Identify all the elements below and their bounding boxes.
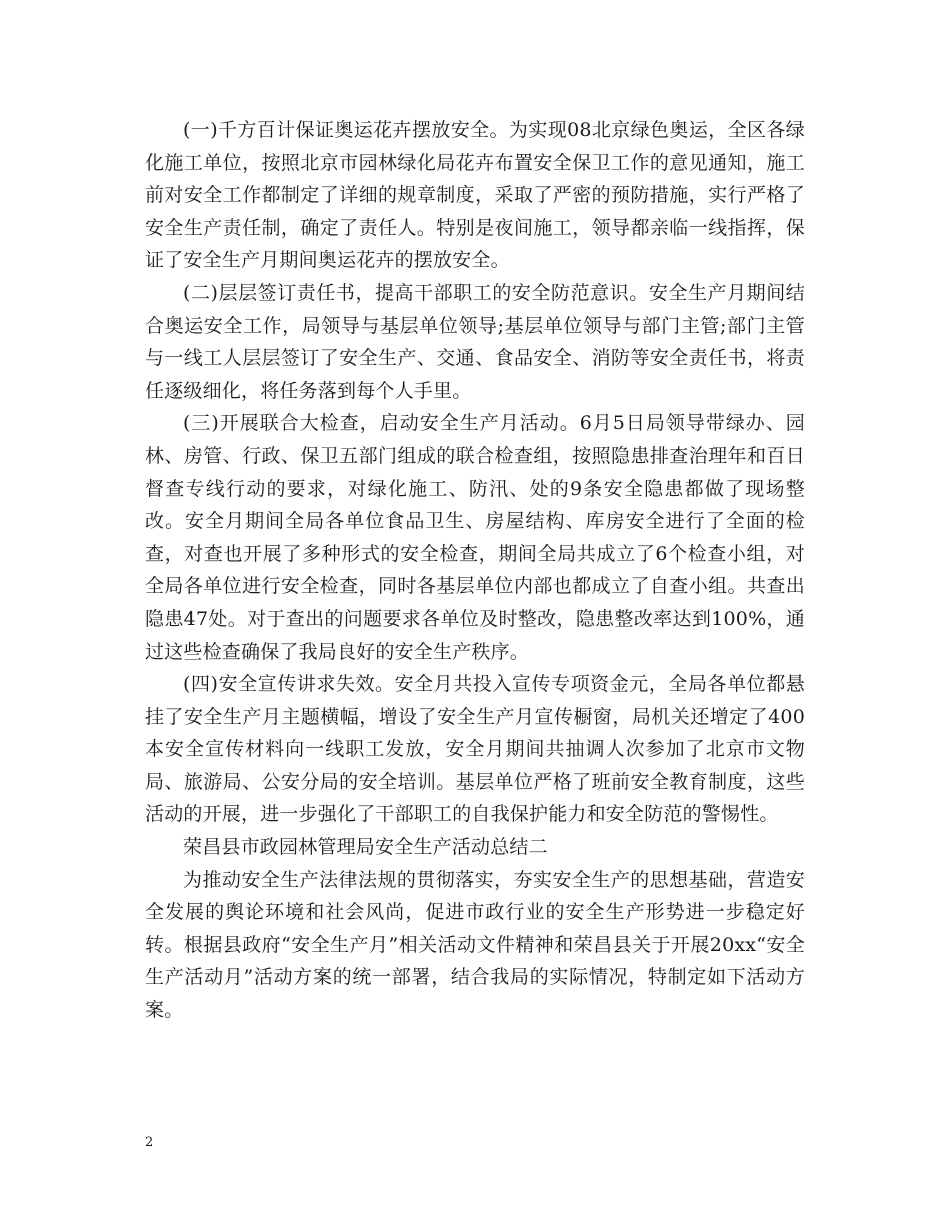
page-number: 2	[145, 1135, 154, 1150]
document-body	[145, 114, 805, 1027]
section-heading: 荣昌县市政园林管理局安全生产活动总结二	[183, 836, 548, 859]
paragraph-2: (二)层层签订责任书，提高干部职工的安全防范意识。安全生产月期间结合奥运安全工作，局领导与基层单位领导;基层单位领导与部门主管;部门主管与一线工人层层签订了安全生产、交通、食品安全、消防等安全责任书，将责任逐级细化，将任务落到每个人手里。	[145, 281, 805, 402]
paragraph-3: (三)开展联合大检查，启动安全生产月活动。6月5日局领导带绿办、园林、房管、行政、保卫五部门组成的联合检查组，按照隐患排查治理年和百日督查专线行动的要求，对绿化施工、防汛、处的9条安全隐患都做了现场整改。安全月期间全局各单位食品卫生、房屋结构、库房安全进行了全面的检查，对查也开展了多种形式的安全检查，期间全局共成立了6个检查小组，对全局各单位进行安全检查，同时各基层单位内部也都成立了自查小组。共查出隐患47处。对于查出的问题要求各单位及时整改，隐患整改率达到100%，通过这些检查确保了我局良好的安全生产秩序。	[145, 412, 805, 663]
paragraph-1: (一)千方百计保证奥运花卉摆放安全。为实现08北京绿色奥运，全区各绿化施工单位，按照北京市园林绿化局花卉布置安全保卫工作的意见通知，施工前对安全工作都制定了详细的规章制度，采取了严密的预防措施，实行严格了安全生产责任制，确定了责任人。特别是夜间施工，领导都亲临一线指挥，保证了安全生产月期间奥运花卉的摆放安全。	[145, 119, 805, 272]
paragraph-5: 为推动安全生产法律法规的贯彻落实，夯实安全生产的思想基础，营造安全发展的舆论环境和社会风尚，促进市政行业的安全生产形势进一步稳定好转。根据县政府“安全生产月”相关活动文件精神和荣昌县关于开展20xx“安全生产活动月”活动方案的统一部署，结合我局的实际情况，特制定如下活动方案。	[145, 868, 805, 1022]
paragraph-4: (四)安全宣传讲求失效。安全月共投入宣传专项资金元，全局各单位都悬挂了安全生产月主题横幅，增设了安全生产月宣传橱窗，局机关还增定了400本安全宣传材料向一线职工发放，安全月期间共抽调人次参加了北京市文物局、旅游局、公安分局的安全培训。基层单位严格了班前安全教育制度，这些活动的开展，进一步强化了干部职工的自我保护能力和安全防范的警惕性。	[145, 673, 805, 826]
